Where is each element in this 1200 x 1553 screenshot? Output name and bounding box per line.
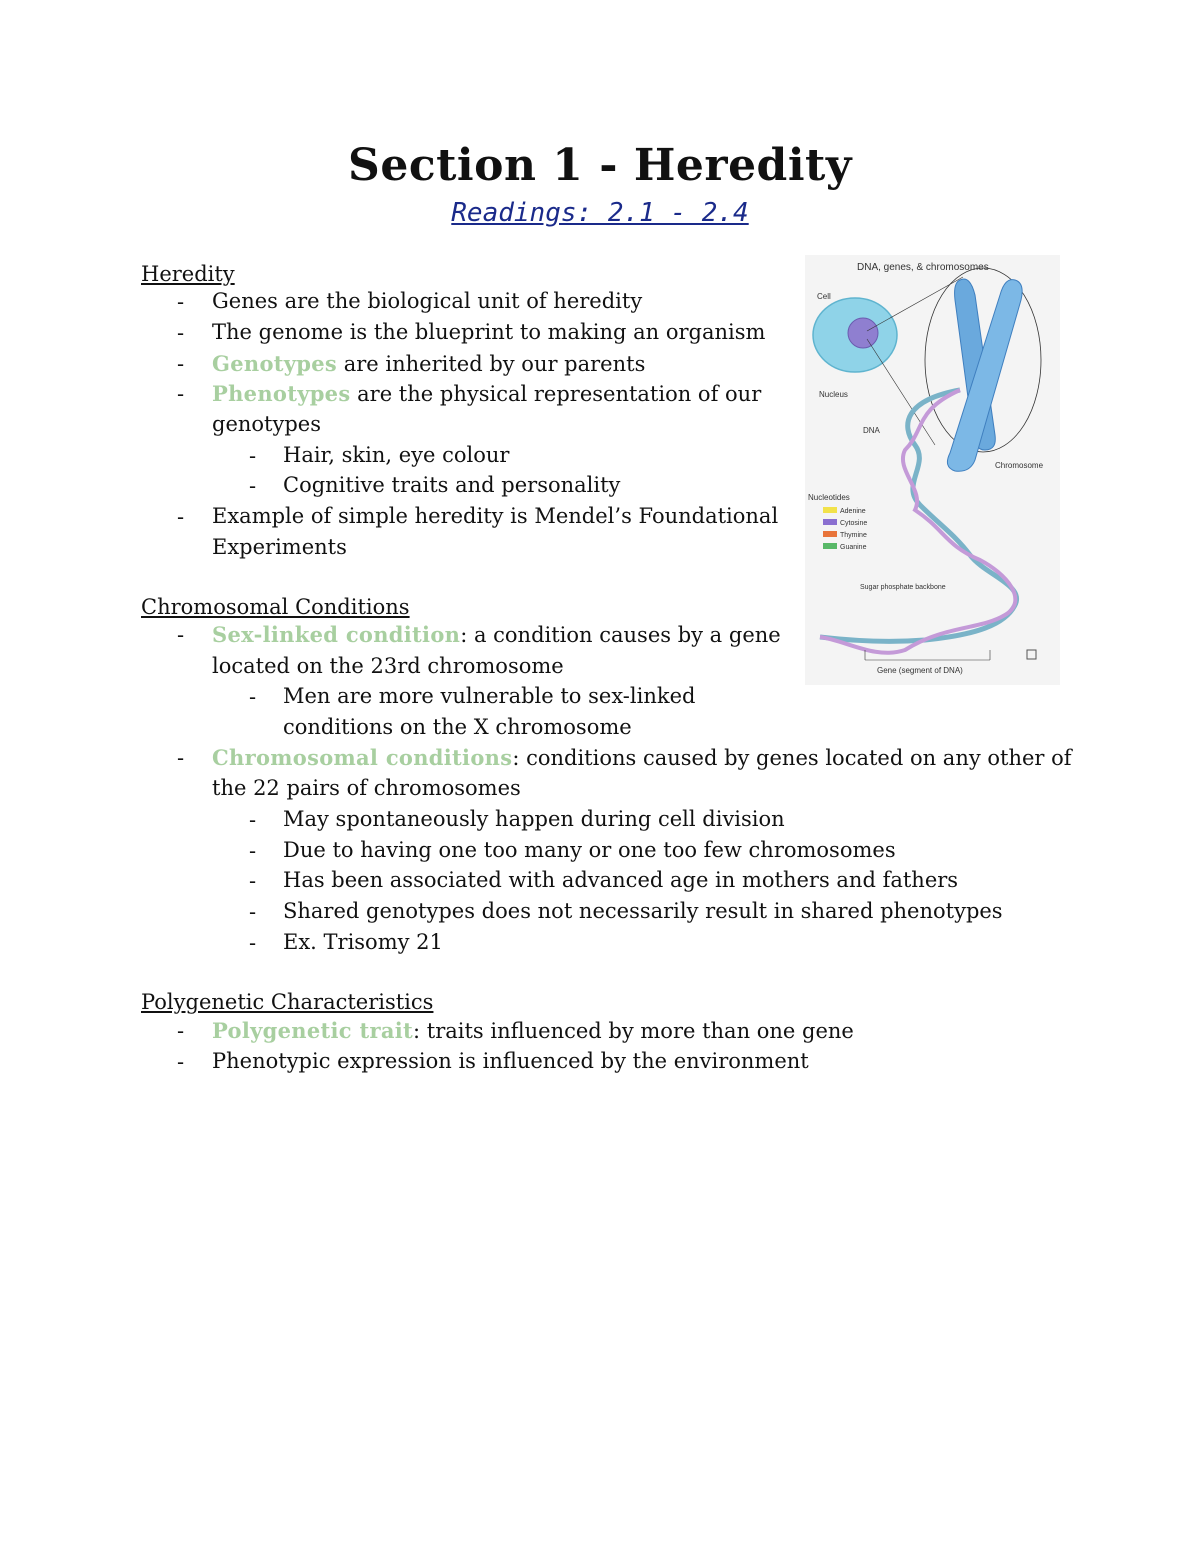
list-item: [212, 622, 781, 647]
bullet-dash: -: [249, 474, 257, 498]
cell-label: Cell: [817, 292, 831, 301]
list-item: Phenotypic expression is influenced by the environment: [212, 1049, 809, 1073]
term-genotypes: Genotypes: [212, 351, 338, 376]
dna-label: DNA: [863, 426, 880, 435]
adenine-label: Adenine: [840, 508, 866, 515]
definition-text: : a condition causes by a gene: [460, 623, 781, 647]
bullet-dash: -: [249, 869, 257, 893]
bullet-dash: -: [249, 839, 257, 863]
sub-list-item: Ex. Trisomy 21: [283, 930, 443, 954]
list-item: [212, 351, 645, 376]
list-item: [212, 1018, 854, 1043]
list-item: Genes are the biological unit of heredity: [212, 289, 643, 313]
bullet-dash: -: [177, 505, 185, 529]
list-item: The genome is the blueprint to making an organism: [212, 320, 766, 344]
gene-label: Gene (segment of DNA): [877, 666, 963, 675]
sub-list-item-continuation: conditions on the X chromosome: [283, 715, 632, 739]
chromosomal-heading: Chromosomal Conditions: [141, 595, 410, 619]
readings-link[interactable]: Readings: 2.1 - 2.4: [451, 198, 749, 228]
bullet-dash: -: [249, 444, 257, 468]
sub-list-item: Shared genotypes does not necessarily result in shared phenotypes: [283, 899, 1003, 923]
dna-figure: [805, 255, 1060, 685]
guanine-label: Guanine: [840, 544, 867, 551]
definition-text: : traits influenced by more than one gene: [413, 1019, 854, 1043]
bullet-dash: -: [249, 685, 257, 709]
bullet-dash: -: [177, 1019, 185, 1043]
nucleus-label: Nucleus: [819, 390, 848, 399]
sub-list-item: Hair, skin, eye colour: [283, 443, 510, 467]
list-item: [212, 381, 761, 406]
sub-list-item: Cognitive traits and personality: [283, 473, 621, 497]
list-item: [212, 745, 1072, 770]
bullet-dash: -: [177, 1050, 185, 1074]
bullet-dash: -: [177, 623, 185, 647]
thymine-label: Thymine: [840, 532, 867, 539]
bullet-dash: -: [177, 382, 185, 406]
page-title: Section 1 - Heredity: [348, 140, 852, 191]
definition-text: : conditions caused by genes located on any other of: [512, 746, 1072, 770]
term-polygenetic-trait: Polygenetic trait: [212, 1018, 414, 1043]
bullet-dash: -: [249, 931, 257, 955]
bullet-dash: -: [177, 290, 185, 314]
bullet-dash: -: [177, 321, 185, 345]
cytosine-swatch: [823, 519, 837, 525]
bullet-dash: -: [177, 746, 185, 770]
thymine-swatch: [823, 531, 837, 537]
term-phenotypes: Phenotypes: [212, 381, 351, 406]
adenine-swatch: [823, 507, 837, 513]
nucleotides-label: Nucleotides: [808, 493, 850, 502]
list-item-continuation: genotypes: [212, 412, 321, 436]
sub-list-item: Men are more vulnerable to sex-linked: [283, 684, 696, 708]
polygenetic-heading: Polygenetic Characteristics: [141, 990, 434, 1014]
guanine-swatch: [823, 543, 837, 549]
list-item: Example of simple heredity is Mendel’s Foundational: [212, 504, 779, 528]
list-item-continuation: the 22 pairs of chromosomes: [212, 776, 521, 800]
backbone-label: Sugar phosphate backbone: [860, 584, 946, 591]
heredity-heading: Heredity: [141, 262, 235, 286]
sub-list-item: May spontaneously happen during cell division: [283, 807, 785, 831]
bullet-dash: -: [249, 808, 257, 832]
term-sex-linked: Sex-linked condition: [212, 622, 461, 647]
figure-title: DNA, genes, & chromosomes: [857, 262, 989, 273]
chromosome-label: Chromosome: [995, 461, 1044, 470]
cytosine-label: Cytosine: [840, 520, 868, 527]
sub-list-item: Due to having one too many or one too few chromosomes: [283, 838, 896, 862]
definition-text: are inherited by our parents: [337, 352, 646, 376]
bullet-dash: -: [177, 352, 185, 376]
bullet-dash: -: [249, 900, 257, 924]
term-chromosomal-conditions: Chromosomal conditions: [212, 745, 513, 770]
nucleus-icon: [848, 318, 878, 348]
sub-list-item: Has been associated with advanced age in mothers and fathers: [283, 868, 959, 892]
list-item-continuation: Experiments: [212, 535, 347, 559]
definition-text: are the physical representation of our: [350, 382, 762, 406]
list-item-continuation: located on the 23rd chromosome: [212, 654, 564, 678]
